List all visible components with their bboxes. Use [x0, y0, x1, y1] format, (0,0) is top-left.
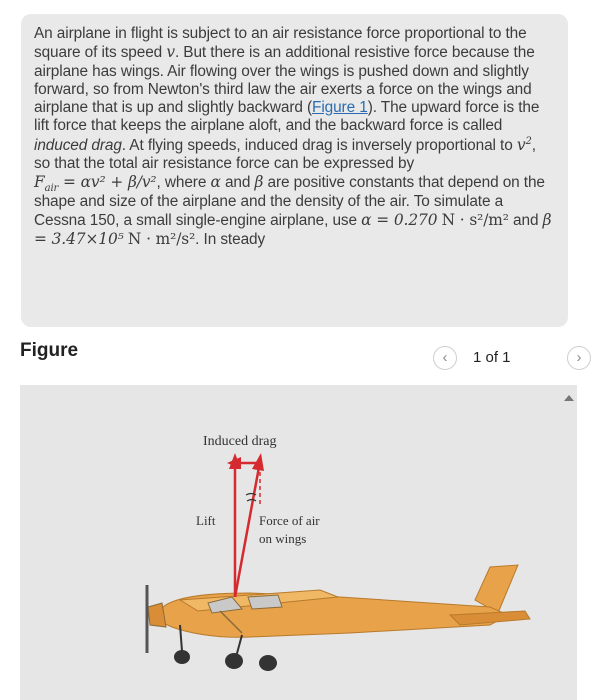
problem-text-segment: and [508, 211, 543, 229]
scroll-up-icon[interactable] [564, 395, 574, 401]
problem-text-segment: . At flying speeds, induced drag is inversely proportional to [121, 136, 517, 154]
problem-text-segment: are positive constants that depend on the shape and size of the airplane and the density of the air. To simulate a Cessna 150, a small single-engine airplane, use [34, 174, 545, 229]
problem-text-segment: , so that the total air resistance force can be expressed by [34, 136, 536, 173]
figure-heading: Figure [20, 340, 79, 361]
problem-text [34, 25, 556, 250]
previous-figure-button[interactable]: ‹ [433, 346, 457, 370]
beta-value: β = 3.47×10⁵ [34, 210, 552, 249]
force-vectors [235, 463, 261, 597]
beta-unit: N · m²/s² [127, 230, 196, 249]
force-of-air-label-line1: Force of air [259, 513, 320, 528]
figure-panel [20, 385, 577, 700]
problem-text-segment: ). The upward force is the lift force that keeps the airplane aloft, and the backward force is called [34, 99, 540, 135]
main-wheel [225, 653, 243, 669]
lift-label: Lift [196, 513, 216, 528]
figure-pager [417, 345, 582, 373]
induced-drag-term: induced drag [34, 136, 122, 154]
alpha-value: α = 0.270 [361, 210, 438, 229]
v-squared: $v^2$ [516, 135, 532, 154]
problem-text-segment: , where [156, 174, 211, 192]
nose-wheel [174, 650, 190, 664]
variable-beta: β [254, 173, 264, 192]
figure-page-count: 1 of 1 [473, 349, 511, 366]
force-of-air-label-line2: on wings [259, 531, 307, 546]
force-of-air-vector [235, 467, 259, 597]
main-wheel [259, 655, 277, 671]
next-figure-button[interactable]: › [567, 346, 591, 370]
airplane-tail-fin [475, 565, 518, 613]
variable-alpha: α [210, 173, 221, 192]
variable-v: v [166, 43, 175, 62]
airplane-force-diagram [20, 385, 577, 700]
figure-1-link[interactable]: Figure 1 [312, 99, 368, 117]
formula-fair: $F_{air} = \alpha v^2 + \beta/v^2$ [34, 173, 157, 195]
problem-statement [21, 14, 568, 327]
problem-text-segment: An airplane in flight is subject to an air resistance force proportional to the square of its speed [34, 25, 527, 62]
problem-text-segment: and [220, 174, 255, 192]
problem-text-segment: . In steady [195, 231, 266, 249]
induced-drag-label: Induced drag [203, 434, 277, 449]
problem-text-segment: . But there is an additional resistive force because the airplane has wings. Air flowing over the wings is pushed down and slightly forward, so from Newton's third law the air exerts a force on the wings and airplane that is up and slightly backward ( [34, 44, 535, 117]
alpha-unit: N · s²/m² [441, 210, 509, 229]
